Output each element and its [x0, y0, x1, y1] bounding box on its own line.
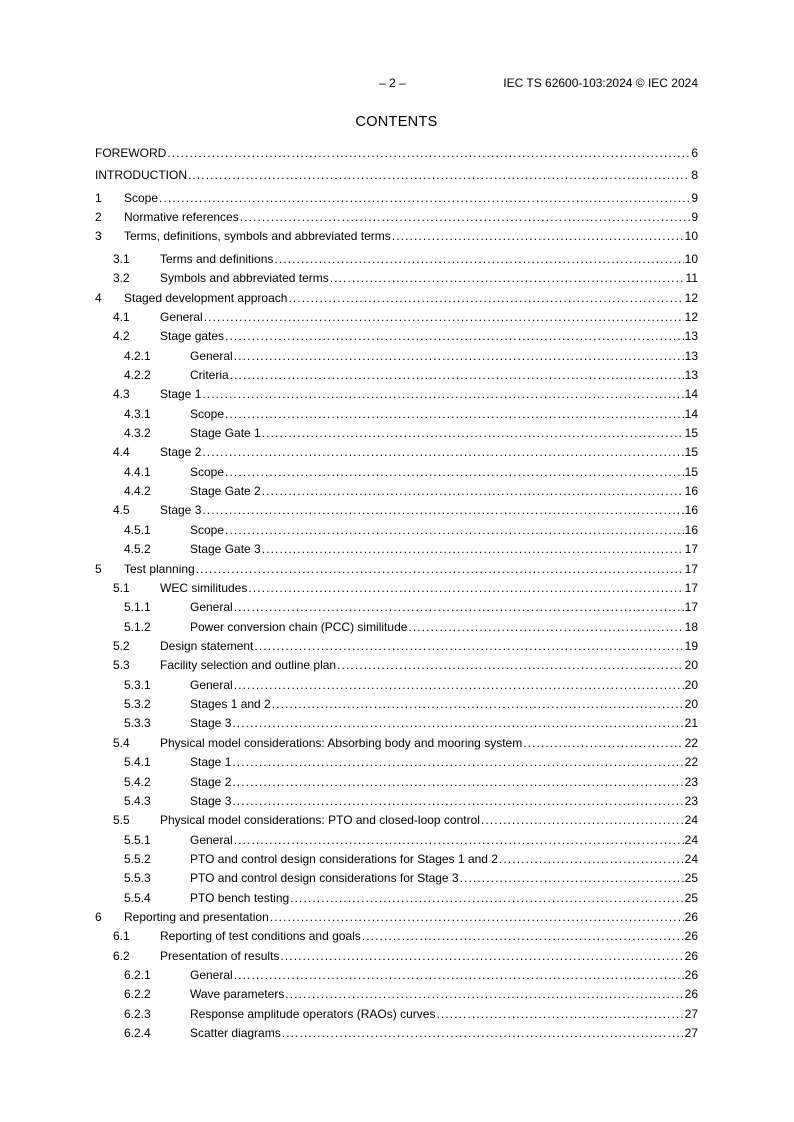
toc-entry[interactable] [95, 289, 698, 308]
toc-entry-title: Power conversion chain (PCC) similitude [190, 619, 408, 634]
toc-entry-title: Stages 1 and 2 [190, 697, 271, 712]
toc-entry-number: 5.4.3 [124, 793, 151, 808]
toc-entry-title: Scope [190, 406, 225, 421]
toc-entry-title: Stage 3 [190, 793, 232, 808]
toc-entry-page: 27 [684, 1026, 698, 1041]
toc-leader-dots [167, 144, 690, 163]
toc-entry-page: 24 [684, 832, 698, 847]
page-number: – 2 – [379, 76, 406, 90]
toc-leader-dots [204, 308, 684, 327]
toc-entry-number: 5.1 [113, 580, 130, 595]
toc-entry-title: Physical model considerations: Absorbing body and mooring system [160, 735, 523, 750]
toc-entry[interactable] [95, 1024, 698, 1043]
toc-entry-title: Stage 1 [190, 755, 232, 770]
toc-entry[interactable] [95, 540, 698, 559]
toc-leader-dots [234, 598, 684, 617]
toc-entry-page: 13 [684, 348, 698, 363]
toc-entry[interactable] [95, 443, 698, 462]
toc-leader-dots [436, 1005, 683, 1024]
toc-entry-title: Stage 1 [160, 387, 202, 402]
toc-entry-title: Wave parameters [190, 987, 285, 1002]
toc-entry-number: 5.5.1 [124, 832, 151, 847]
toc-leader-dots [282, 1024, 684, 1043]
toc-entry-number: 5.5.2 [124, 851, 151, 866]
toc-entry-page: 19 [684, 638, 698, 653]
toc-entry-number: 4 [95, 290, 102, 305]
toc-leader-dots [280, 947, 683, 966]
toc-entry-title: General [160, 309, 203, 324]
toc-entry-number: 5.3.3 [124, 716, 151, 731]
table-of-contents [95, 144, 698, 1044]
toc-entry[interactable] [95, 385, 698, 404]
toc-leader-dots [254, 637, 683, 656]
toc-entry-page: 22 [684, 735, 698, 750]
toc-entry-number: 4.4 [113, 445, 130, 460]
toc-entry-page: 13 [684, 367, 698, 382]
toc-entry-number: 5 [95, 561, 102, 576]
toc-entry-title: Scope [124, 190, 159, 205]
toc-entry-page: 16 [684, 522, 698, 537]
toc-entry-page: 24 [684, 851, 698, 866]
toc-entry[interactable] [95, 676, 698, 695]
toc-entry-page: 26 [684, 929, 698, 944]
toc-entry-number: 5.1.1 [124, 600, 151, 615]
toc-entry-page: 26 [684, 910, 698, 925]
toc-leader-dots [232, 753, 683, 772]
toc-leader-dots [248, 579, 683, 598]
toc-entry-page: 25 [684, 890, 698, 905]
toc-leader-dots [196, 560, 684, 579]
toc-leader-dots [240, 208, 691, 227]
toc-leader-dots [362, 927, 684, 946]
toc-entry-page: 6 [691, 146, 698, 160]
toc-leader-dots [159, 189, 690, 208]
toc-leader-dots [285, 985, 683, 1004]
toc-entry-number: 4.1 [113, 309, 130, 324]
toc-entry-page: 20 [684, 658, 698, 673]
toc-leader-dots [337, 656, 684, 675]
toc-entry-title: WEC similitudes [160, 580, 248, 595]
toc-leader-dots [234, 347, 684, 366]
toc-entry-number: 5.3.2 [124, 697, 151, 712]
toc-leader-dots [225, 405, 684, 424]
toc-entry[interactable] [95, 405, 698, 424]
toc-entry[interactable] [95, 695, 698, 714]
toc-entry-title: Stage Gate 2 [190, 484, 261, 499]
toc-entry-number: 5.1.2 [124, 619, 151, 634]
toc-entry[interactable] [95, 947, 698, 966]
toc-leader-dots [481, 811, 684, 830]
toc-entry-number: 5.2 [113, 638, 130, 653]
toc-entry[interactable] [95, 501, 698, 520]
toc-entry[interactable] [95, 656, 698, 675]
toc-entry-title: Scatter diagrams [190, 1026, 281, 1041]
toc-entry-page: 15 [684, 426, 698, 441]
toc-leader-dots [234, 831, 684, 850]
toc-entry[interactable] [95, 966, 698, 985]
toc-entry-page: 24 [684, 813, 698, 828]
toc-entry-page: 11 [685, 271, 698, 286]
toc-entry-title: Stage gates [160, 329, 225, 344]
document-id: IEC TS 62600-103:2024 © IEC 2024 [503, 76, 698, 90]
toc-entry-title: PTO and control design considerations for Stages 1 and 2 [190, 851, 498, 866]
toc-entry-page: 20 [684, 677, 698, 692]
toc-leader-dots [274, 250, 683, 269]
toc-entry-title: Presentation of results [160, 948, 280, 963]
toc-entry[interactable] [95, 463, 698, 482]
toc-entry[interactable] [95, 166, 698, 185]
toc-leader-dots [392, 227, 684, 246]
toc-entry-number: 4.4.2 [124, 484, 151, 499]
toc-entry-page: 22 [684, 755, 698, 770]
toc-entry-number: 4.3 [113, 387, 130, 402]
toc-entry-page: 12 [684, 309, 698, 324]
toc-entry[interactable] [95, 618, 698, 637]
toc-entry[interactable] [95, 927, 698, 946]
toc-entry-number: 5.4.2 [124, 774, 151, 789]
toc-entry-page: 15 [684, 445, 698, 460]
toc-entry-number: 6.2.2 [124, 987, 151, 1002]
toc-entry-page: 10 [684, 229, 698, 244]
toc-entry-title: Scope [190, 464, 225, 479]
toc-entry-number: 5.5 [113, 813, 130, 828]
toc-entry-page: 8 [691, 168, 698, 183]
toc-entry-number: 5.4.1 [124, 755, 151, 770]
toc-entry-number: 4.2 [113, 329, 130, 344]
toc-entry-number: 3.2 [113, 271, 130, 286]
toc-leader-dots [262, 482, 684, 501]
toc-leader-dots [225, 463, 684, 482]
toc-leader-dots [408, 618, 683, 637]
toc-entry-number: 4.3.1 [124, 406, 151, 421]
toc-entry-number: 4.5 [113, 503, 130, 518]
toc-entry-number: 6.1 [113, 929, 130, 944]
toc-entry-title: Normative references [124, 210, 239, 225]
toc-entry-page: 21 [684, 716, 698, 731]
toc-entry-number: 4.3.2 [124, 426, 151, 441]
toc-entry-page: 12 [684, 290, 698, 305]
toc-entry-title: Test planning [124, 561, 195, 576]
toc-entry[interactable] [95, 869, 698, 888]
toc-entry-title: PTO and control design considerations for Stage 3 [190, 871, 459, 886]
toc-entry-page: 16 [684, 503, 698, 518]
toc-entry[interactable] [95, 773, 698, 792]
toc-entry-number: 4.4.1 [124, 464, 151, 479]
toc-entry-title: Symbols and abbreviated terms [160, 271, 329, 286]
toc-entry[interactable] [95, 227, 698, 246]
toc-entry-title: Stage Gate 1 [190, 426, 261, 441]
toc-entry-page: 27 [684, 1006, 698, 1021]
toc-entry-page: 17 [684, 580, 698, 595]
toc-entry-page: 23 [684, 793, 698, 808]
toc-entry[interactable] [95, 366, 698, 385]
toc-entry-number: 4.2.2 [124, 367, 151, 382]
toc-entry[interactable] [95, 144, 698, 163]
toc-entry-number: 6.2.1 [124, 968, 151, 983]
toc-entry[interactable] [95, 850, 698, 869]
toc-entry-number: 6.2.3 [124, 1006, 151, 1021]
page-header [95, 76, 698, 92]
toc-leader-dots [202, 443, 683, 462]
toc-entry-number: 5.4 [113, 735, 130, 750]
toc-entry-number: 4.2.1 [124, 348, 151, 363]
toc-entry[interactable] [95, 482, 698, 501]
toc-entry-title: General [190, 348, 233, 363]
toc-entry-page: 25 [684, 871, 698, 886]
toc-entry[interactable] [95, 347, 698, 366]
toc-entry-number: 4.5.2 [124, 542, 151, 557]
toc-entry-title: PTO bench testing [190, 890, 290, 905]
toc-entry[interactable] [95, 792, 698, 811]
toc-entry-title: Stage Gate 3 [190, 542, 261, 557]
toc-entry-number: 5.3 [113, 658, 130, 673]
toc-entry[interactable] [95, 908, 698, 927]
toc-leader-dots [230, 366, 684, 385]
toc-entry-page: 17 [684, 600, 698, 615]
toc-entry-number: 6.2 [113, 948, 130, 963]
toc-leader-dots [232, 714, 683, 733]
toc-entry-number: 4.5.1 [124, 522, 151, 537]
toc-entry[interactable] [95, 560, 698, 579]
toc-leader-dots [225, 327, 684, 346]
toc-entry-page: 9 [691, 190, 698, 205]
toc-entry[interactable] [95, 189, 698, 208]
toc-entry-page: 9 [691, 210, 698, 225]
toc-leader-dots [188, 166, 690, 185]
toc-entry-number: 6 [95, 910, 102, 925]
toc-entry[interactable] [95, 208, 698, 227]
toc-leader-dots [272, 695, 684, 714]
toc-entry-title: Physical model considerations: PTO and closed-loop control [160, 813, 480, 828]
toc-entry-number: 3 [95, 229, 102, 244]
toc-entry-title: Stage 3 [160, 503, 202, 518]
toc-entry-title: Stage 2 [160, 445, 202, 460]
toc-entry-page: 15 [684, 464, 698, 479]
toc-leader-dots [460, 869, 684, 888]
toc-entry-number: 5.5.4 [124, 890, 151, 905]
toc-leader-dots [290, 889, 683, 908]
toc-entry-title: Terms, definitions, symbols and abbreviated terms [124, 229, 391, 244]
toc-leader-dots [523, 734, 683, 753]
toc-entry-title: Criteria [190, 367, 229, 382]
toc-leader-dots [232, 792, 683, 811]
toc-entry-page: 10 [684, 251, 698, 266]
toc-entry-number: 5.5.3 [124, 871, 151, 886]
toc-entry-title: Design statement [160, 638, 254, 653]
toc-entry-title: Facility selection and outline plan [160, 658, 337, 673]
toc-entry-number: 6.2.4 [124, 1026, 151, 1041]
toc-leader-dots [232, 773, 683, 792]
toc-leader-dots [330, 269, 685, 288]
toc-leader-dots [225, 521, 684, 540]
toc-entry[interactable] [95, 1005, 698, 1024]
page-title: CONTENTS [355, 114, 438, 130]
toc-leader-dots [202, 385, 683, 404]
toc-entry-title: General [190, 968, 233, 983]
toc-entry-number: 5.3.1 [124, 677, 151, 692]
toc-entry-title: Reporting and presentation [124, 910, 269, 925]
toc-entry-page: 17 [684, 561, 698, 576]
toc-entry[interactable] [95, 424, 698, 443]
toc-entry[interactable] [95, 714, 698, 733]
toc-entry-title: General [190, 677, 233, 692]
toc-entry-page: 16 [684, 484, 698, 499]
toc-entry-number: 1 [95, 190, 102, 205]
toc-entry-title: Response amplitude operators (RAOs) curves [190, 1006, 436, 1021]
toc-entry[interactable] [95, 753, 698, 772]
toc-entry-page: 26 [684, 968, 698, 983]
toc-entry-title: General [190, 832, 233, 847]
toc-entry-title: Scope [190, 522, 225, 537]
toc-entry-title: FOREWORD [95, 146, 167, 160]
toc-entry-page: 14 [684, 406, 698, 421]
toc-entry-title: Staged development approach [124, 290, 288, 305]
toc-entry[interactable] [95, 327, 698, 346]
toc-entry-number: 3.1 [113, 251, 130, 266]
toc-entry[interactable] [95, 811, 698, 830]
toc-leader-dots [262, 540, 684, 559]
toc-entry[interactable] [95, 579, 698, 598]
toc-entry[interactable] [95, 831, 698, 850]
toc-entry-number: 2 [95, 210, 102, 225]
toc-entry-page: 20 [684, 697, 698, 712]
toc-entry-page: 26 [684, 948, 698, 963]
toc-entry-title: General [190, 600, 233, 615]
toc-entry-page: 26 [684, 987, 698, 1002]
toc-entry-page: 13 [684, 329, 698, 344]
toc-entry[interactable] [95, 598, 698, 617]
toc-entry[interactable] [95, 308, 698, 327]
toc-entry-title: INTRODUCTION [95, 168, 187, 183]
toc-leader-dots [270, 908, 684, 927]
toc-entry[interactable] [95, 889, 698, 908]
toc-entry[interactable] [95, 734, 698, 753]
toc-entry[interactable] [95, 250, 698, 269]
toc-entry[interactable] [95, 269, 698, 288]
toc-entry-title: Stage 2 [190, 774, 232, 789]
toc-entry-page: 17 [684, 542, 698, 557]
toc-entry-page: 18 [684, 619, 698, 634]
toc-entry[interactable] [95, 521, 698, 540]
toc-entry[interactable] [95, 985, 698, 1004]
toc-entry[interactable] [95, 637, 698, 656]
toc-leader-dots [499, 850, 684, 869]
toc-leader-dots [234, 676, 684, 695]
toc-entry-page: 14 [684, 387, 698, 402]
toc-entry-title: Reporting of test conditions and goals [160, 929, 361, 944]
toc-leader-dots [234, 966, 684, 985]
toc-entry-title: Terms and definitions [160, 251, 274, 266]
toc-entry-title: Stage 3 [190, 716, 232, 731]
toc-leader-dots [202, 501, 683, 520]
toc-entry-page: 23 [684, 774, 698, 789]
toc-leader-dots [288, 289, 683, 308]
toc-leader-dots [262, 424, 684, 443]
